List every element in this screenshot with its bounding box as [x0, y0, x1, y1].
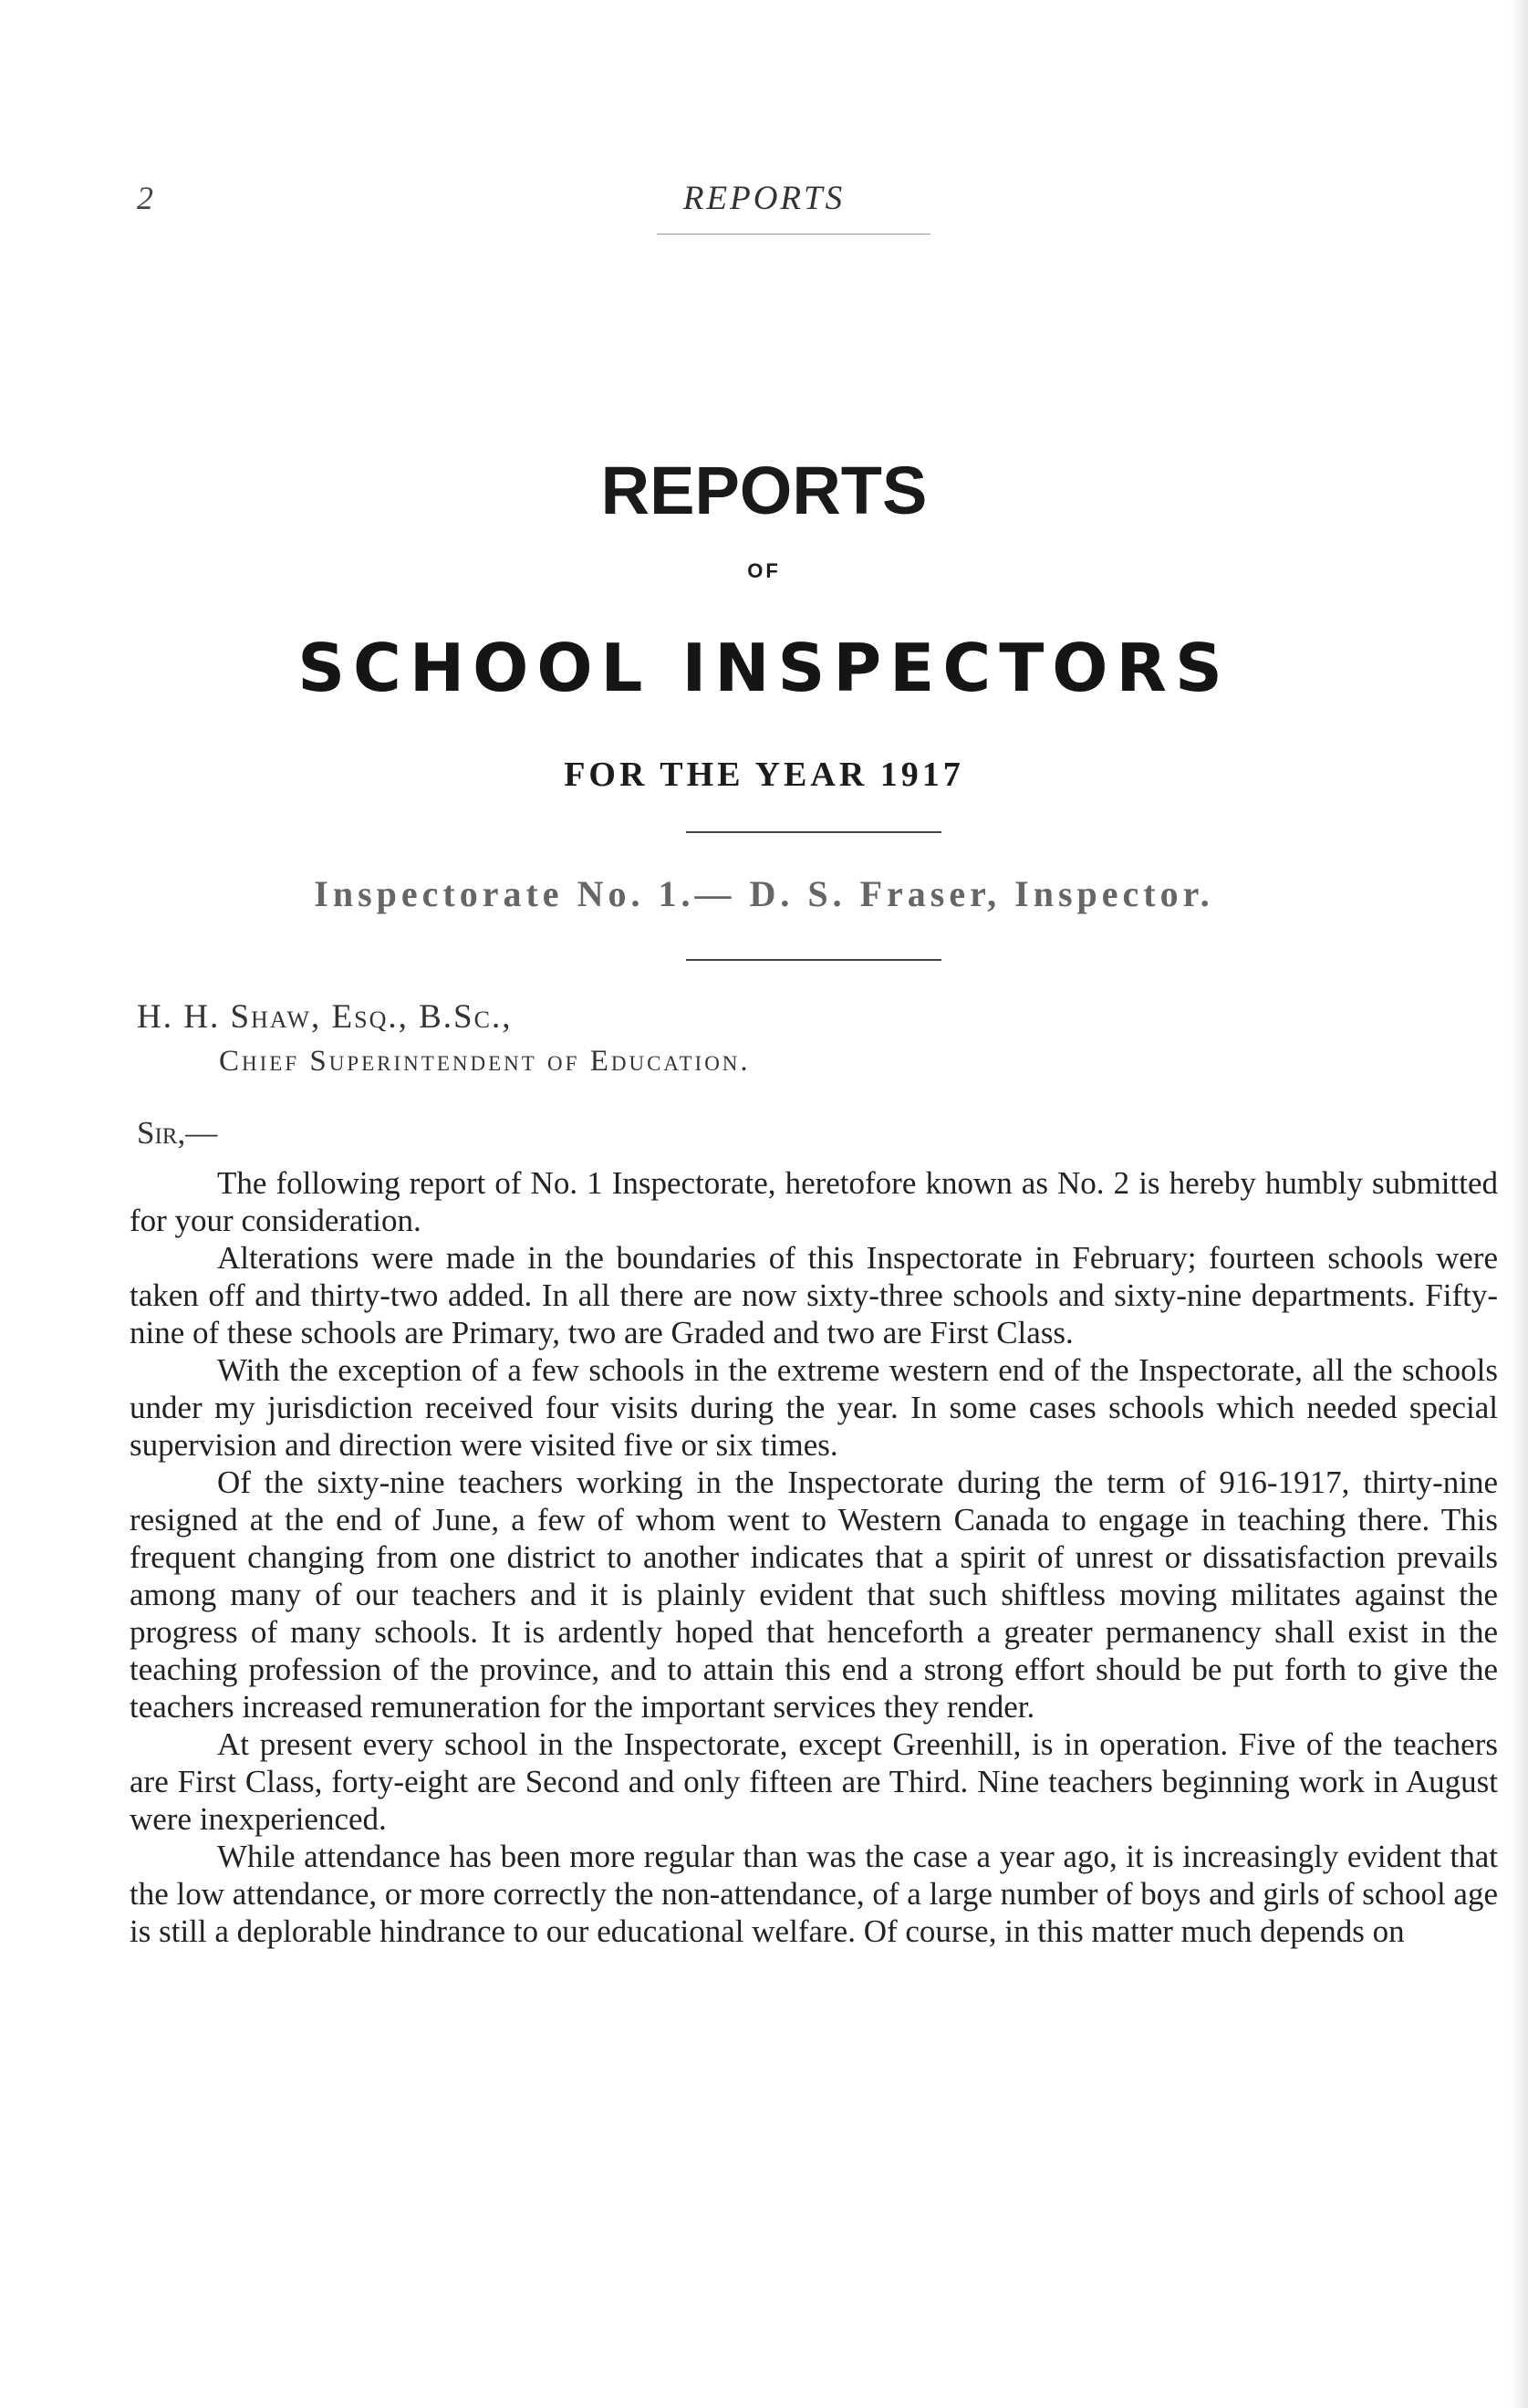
title-divider-top: [686, 831, 941, 833]
salutation: Sir,—: [137, 1115, 218, 1151]
report-body: [130, 1164, 1498, 1950]
paragraph-attendance: While attendance has been more regular than was the case a year ago, it is increasingly evident that the low attendance, or more correctly the non-attendance, of a large number of boys and girls of school age is still a deplorable hindrance to our educational welfare. Of course, in this matter much depends on: [130, 1839, 1498, 1949]
title-divider-bottom: [686, 959, 941, 961]
paragraph-report-submission: The following report of No. 1 Inspectorate, heretofore known as No. 2 is hereby humbly submitted for your consideration.: [130, 1165, 1498, 1238]
paragraph-boundary-alterations: Alterations were made in the boundaries of this Inspectorate in February; fourteen schools were taken off and thirty-two added. In all there are now sixty-three schools and sixty-nine departments. Fifty-nine of these schools are Primary, two are Graded and two are First Class.: [130, 1240, 1498, 1350]
paragraph-schools-in-operation: At present every school in the Inspectorate, except Greenhill, is in operation. Five of the teachers are First Class, forty-eight are Second and only fifteen are Third. Nine teachers beginning work in August were inexperienced.: [130, 1726, 1498, 1837]
page-number: 2: [137, 180, 153, 216]
addressee-name: H. H. Shaw, Esq., B.Sc.,: [137, 998, 513, 1036]
title-of: OF: [747, 559, 781, 582]
paragraph-school-visits: With the exception of a few schools in the extreme western end of the Inspectorate, all the schools under my jurisdiction received four visits during the year. In some cases schools which needed special supervision and direction were visited five or six times.: [130, 1352, 1498, 1463]
main-title: REPORTS: [600, 453, 928, 528]
page-edge: [1510, 0, 1528, 2408]
inspectorate-heading: Inspectorate No. 1.— D. S. Fraser, Inspector.: [314, 873, 1214, 914]
title-year: FOR THE YEAR 1917: [564, 756, 964, 794]
title-school-inspectors: SCHOOL INSPECTORS: [297, 630, 1231, 706]
running-head: [0, 179, 1528, 234]
paragraph-teacher-turnover: Of the sixty-nine teachers working in the Inspectorate during the term of 916-1917, thirty-nine resigned at the end of June, a few of whom went to Western Canada to engage in teaching there. This frequent changing from one district to another indicates that a spirit of unrest or dissatisfaction prevails among many of our teachers and it is plainly evident that such shiftless moving militates against the progress of many schools. It is ardently hoped that henceforth a greater permanency shall exist in the teaching profession of the province, and to attain this end a strong effort should be put forth to give the teachers increased remuneration for the important services they render.: [130, 1465, 1498, 1725]
running-head-rule: [657, 234, 930, 235]
running-title: REPORTS: [682, 180, 846, 217]
addressee-title: Chief Superintendent of Education.: [219, 1045, 751, 1078]
